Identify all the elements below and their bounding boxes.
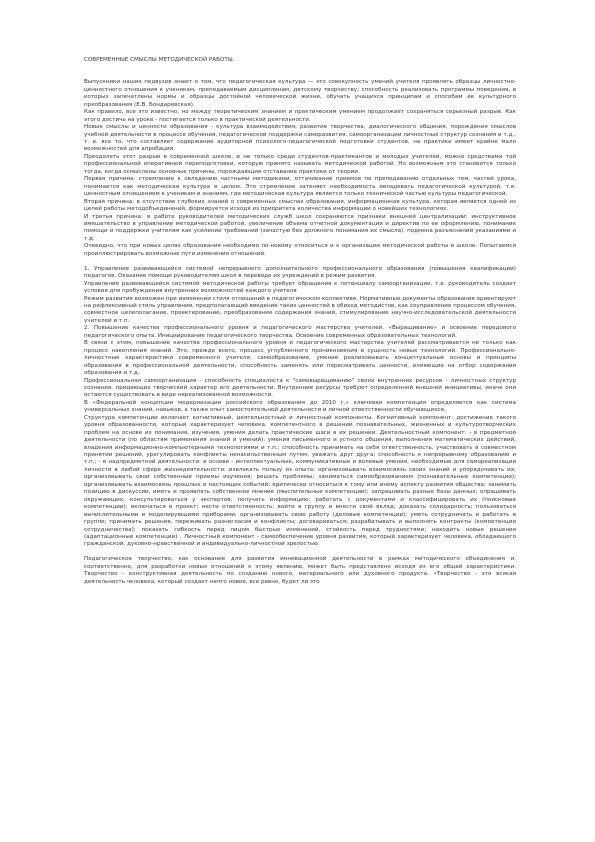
- paragraph: 2. Повышение качества профессионального уровня и педагогического мастерства учителей. «Выращивание» и освоение передового педагогического опыта. Инициирование педагогического творчества. Освоение современных образовательных технологий.: [84, 325, 516, 339]
- spacer: [84, 258, 516, 265]
- paragraph: Выпускники наших педвузов знают о том, что педагогическая культура — это совокупность умений учителя проявлять образцы личностно-ценностного отношения к ученикам, преподаваемым дисциплинам, детскому творчеству; способность реализовать программы поведения, в которых запечатлены нормы и образцы достойной человеческой жизни, обучать учащихся принципам и способам ее культурного преобразования (Е.В. Бондаревская).: [84, 79, 516, 108]
- paragraph: В связи с этим, повышение качества профессионального уровня и педагогического мастерства учителей рассматривается не только как процесс накопления знаний. Это, прежде всего, процесс углубленного проникновения в сущность новых технологий. Профессионально-личностные характеристики современного учителя: самообразование, умение реализовывать концептуальные основы и принципы образования в профессиональной деятельности, способность заменять или пересматривать ценности, влияющие на отбор содержания образования и т.д.: [84, 340, 516, 377]
- paragraph: Новые смыслы и ценности образования - культура взаимодействия, развитие творчества, диалогического общения, порождения смыслов учебной деятельности в процессе обучения, педагогической поддержки саморазвития, самоорганизации личностных структур сознания и т.д., т. е. все то, что составляет содержание аудиторной психолого-педагогической подготовки студентов, на практике имеет крайне мало возможностей для апробации.: [84, 124, 516, 153]
- paragraph: Педагогическое творчество, как основание для развития инновационной деятельности в рамках методического объединения и, соответственно, для разработки новых отношений к этому явлению, может быть представлено исходя из его общей характеристики. Творчество - конструктивная деятельность по созданию нового, материального или духовного продукта. «Творчество - это всякая деятельность человека, который создает нечто новое, все равно, будет ли это: [84, 556, 516, 585]
- paragraph: Вторая причина: в отсутствие глубоких знаний о современных смыслах образования, информационная культура, которая является одной из целей работы методобъединений, формируется исходя из приоритета количества информации о новейших технологиях.: [84, 198, 516, 213]
- paragraph: Преодолеть этот разрыв в современной школе, и не только среди студентов-практикантов и молодых учителей, можно средствами той профессиональной оперативной переподготовки, которую принято называть методической работой. Но возможным это становится только тогда, когда осмыслены основные причины, порождающие отставание практики от теории.: [84, 153, 516, 175]
- paragraph: И третья причина: в работе руководителей методических служб школ сохраняются признаки внешней централизации: инструктивное вмешательство в управление методической работой, увеличение объема отчетной документации и директив по ее оформлению, понимание помощи и поддержки учителям как усиление требований (зачастую без должного понимания их смысла), подмена разъяснений указаниями и т.д.: [84, 213, 516, 242]
- section-intro: [84, 79, 516, 258]
- section-management: [84, 266, 516, 549]
- document-page: [84, 57, 516, 586]
- paragraph: Первая причина: стремление к овладению частными методиками, оттачивание приемов по преподаванию отдельных тем, частей урока, понимается как методическая культура в целом. Это стремление затеняет необходимость овладевать педагогической культурой, т.е. ценностным отношением к ученикам и знаниям, где методическая культура является только технической частью культуры педагогической.: [84, 176, 516, 198]
- paragraph: Структура компетенции включает когнитивный, деятельностный и личностный компоненты. Когнитивный компонент: достижение такого уровня образованности, который характеризует человека, компетентного в решении познавательных, жизненных и культуротворческих проблем на основе их понимания, изучения, умения делать практические шаги в их решении. Деятельностный компонент: - в предметной деятельности (по областям применения знаний и умений): умения письменного и устного общения, выполнения математических действий, владения информационно-компьютерными технологиями и т.п.; способность принимать на себя ответственность, участвовать в совместном принятии решений, урегулировать конфликты ненасильственным путем; уважать друг друга; способность к непрерывному образованию и т.п.; - в надпредметной деятельности: в основе - интеллектуальные, коммуникативные и волевые умения, необходимые для самореализации личности в любой сфере жизнедеятельности: извлекать пользу из опыта; организовывать взаимосвязь своих знаний и упорядочивать их; организовывать свои собственные приемы изучения; решать проблемы; заниматься самообразованием (познавательные компетенции); организовывать взаимосвязь прошлых и настоящих событий; критически относиться к тому или иному аспекту развития общества; занимать позицию в дискуссии, иметь и проявлять собственное мнение (мыслительные компетенции); запрашивать разные базы данных; опрашивать окружающих; консультироваться у экспертов; получать информацию; работать с документами и классифицировать их (поисковые компетенции); включаться в проект; нести ответственность; войти в группу и внести свой вклад; доказать солидарность; пользоваться вычислительными и моделирующими приборами; организовывать свою работу (деловые компетенции); уметь сотрудничать и работать в группе; принимать решения, переживать разногласия и конфликты; договариваться; разрабатывать и выполнять контракты (компетенции сотрудничества); показать гибкость перед лицом быстрых изменений, стойкость перед трудностями; находить новые решения (адаптационные компетенции) . Личностный компонент - самообеспечение уровня развития, который характеризует человека, обладающего гражданской, духовно-нравственной и индивидуально-личностной зрелостью.: [84, 414, 516, 548]
- document-title: СОВРЕМЕННЫЕ СМЫСЛЫ МЕТОДИЧЕСКОЙ РАБОТЫ.: [84, 57, 235, 63]
- section-creativity: [84, 556, 516, 586]
- paragraph: В «Федеральной концепции модернизации российского образования до 2010 г.» ключевая компетенция определяется как система универсальных знаний, навыков, а также опыт самостоятельной деятельности и личной ответственности обучающихся.: [84, 399, 516, 414]
- paragraph: Управление развивающейся системой методической работы требует обращения к потенциалу самоорганизации, т.е. руководитель создает условия для пробуждения внутренних возможностей каждого учителя: [84, 280, 516, 295]
- paragraph: Режим развития возможен при изменении стиля отношений в педагогическом коллективе. Нормативные документы образования ориентируют на рефлексивный стиль управления, предполагающий введение таких ценностей в обиход методистов, как соуправление процессом обучения, совместное целеполагание, проектирование, преобразование содержания знаний, стимулирование научно-исследовательской деятельности учителей и т.п.: [84, 295, 516, 324]
- paragraph: Очевидно, что при новых целях образования необходимо по-новому относиться и к организации методической работы в школе. Попытаемся проиллюстрировать возможные пути изменения отношений.: [84, 243, 516, 257]
- paragraph: Профессиональная самоорганизация - способность специалиста к "самовыращиванию" своих внутренних ресурсов - личностных структур сознания, придающих творческий характер его деятельности. Внутренние ресурсы требуют определенной внешней инициативы, иначе они остаются существовать в виде нереализованной возможности.: [84, 377, 516, 399]
- paragraph: 1. Управление развивающейся системой непрерывного дополнительного профессионального образования (повышения квалификации) педагогов. Оказание помощи руководителям школ в переводе их учреждений в режим развития.: [84, 265, 516, 280]
- paragraph: Как правило, все это известно, но между теоретическим знанием и практическим умением продолжает сохраняться серьезный разрыв. Как этого достичь на уроке - постигается только в практической деятельности.: [84, 109, 516, 123]
